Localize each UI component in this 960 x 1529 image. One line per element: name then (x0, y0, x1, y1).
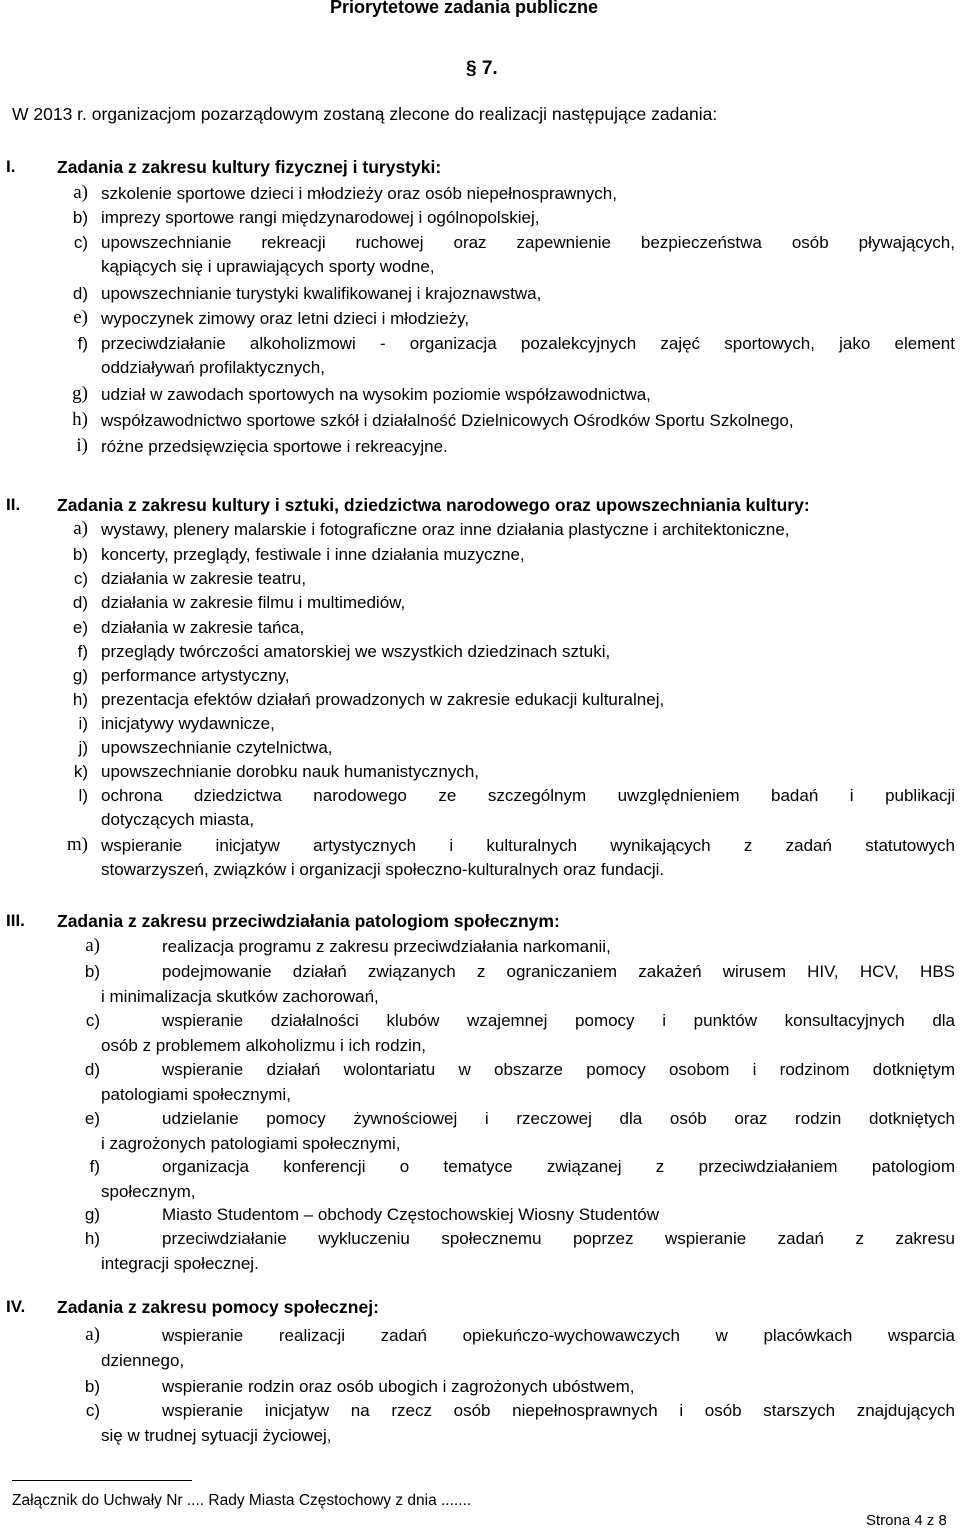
list-item-text: kąpiących się i uprawiających sporty wodne, (101, 257, 435, 277)
list-item-text: wypoczynek zimowy oraz letni dzieci i młodzieży, (101, 309, 470, 328)
list-item-text: współzawodnictwo sportowe szkół i działalność Dzielnicowych Ośrodków Sportu Szkolnego, (101, 411, 794, 430)
list-item-text: przeciwdziałanie alkoholizmowi - organizacja pozalekcyjnych zajęć sportowych, jako element (101, 334, 955, 353)
list-item-label: d) (72, 284, 88, 303)
list-item-text: udział w zawodach sportowych na wysokim poziomie współzawodnictwa, (101, 385, 651, 404)
list-item-text: społecznym, (101, 1181, 196, 1201)
section-paragraph-mark: § 7. (466, 58, 498, 79)
list-item-text: i minimalizacja skutków zachorowań, (101, 986, 379, 1006)
list-item-text: upowszechnianie rekreacji ruchowej oraz zapewnienie bezpieczeństwa osób pływających, (101, 233, 955, 252)
list-item-text: upowszechnianie turystyki kwalifikowanej i krajoznawstwa, (101, 284, 542, 303)
list-item-label: m) (66, 834, 88, 855)
footer-page-number: Strona 4 z 8 (866, 1512, 947, 1529)
list-item-label: f) (77, 334, 88, 353)
list-item-label: b) (84, 1377, 100, 1396)
list-item-label: c) (73, 233, 88, 252)
list-item-label: i) (76, 435, 88, 456)
list-item-text: działania w zakresie tańca, (101, 618, 305, 637)
list-item-text: się w trudnej sytuacji życiowej, (101, 1425, 332, 1445)
intro-text: W 2013 r. organizacjom pozarządowym zostaną zlecone do realizacji następujące zadania: (12, 104, 718, 124)
list-item-text: podejmowanie działań związanych z ograniczaniem zakażeń wirusem HIV, HCV, HBS (162, 962, 955, 981)
list-item-text: różne przedsięwzięcia sportowe i rekreacyjne. (101, 437, 448, 456)
list-item-label: k) (73, 762, 88, 781)
list-item-text: integracji społecznej. (101, 1253, 259, 1273)
footer-rule (12, 1480, 192, 1481)
section-title: Zadania z zakresu kultury fizycznej i turystyki: (57, 157, 442, 177)
list-item-text: organizacja konferencji o tematyce związanej z przeciwdziałaniem patologiom (162, 1157, 955, 1176)
list-item-text: prezentacja efektów działań prowadzonych w zakresie edukacji kulturalnej, (101, 690, 665, 709)
list-item-label: l) (78, 786, 88, 805)
section-number: II. (6, 495, 21, 514)
list-item-label: d) (84, 1060, 100, 1079)
list-item-label: f) (77, 642, 88, 661)
list-item-text: koncerty, przeglądy, festiwale i inne działania muzyczne, (101, 545, 525, 564)
list-item-text: przeciwdziałanie wykluczeniu społecznemu poprzez wspieranie zadań z zakresu (162, 1229, 955, 1248)
list-item-text: osób z problemem alkoholizmu i ich rodzin, (101, 1035, 427, 1055)
list-item-label: j) (78, 738, 88, 757)
list-item-text: imprezy sportowe rangi międzynarodowej i ogólnopolskiej, (101, 208, 540, 227)
list-item-text: ochrona dziedzictwa narodowego ze szczególnym uwzględnieniem badań i publikacji (101, 786, 955, 805)
list-item-label: c) (73, 569, 88, 588)
list-item-label: e) (73, 307, 88, 328)
list-item-label: g) (72, 383, 88, 404)
list-item-text: wspieranie rodzin oraz osób ubogich i zagrożonych ubóstwem, (162, 1377, 635, 1396)
list-item-text: przeglądy twórczości amatorskiej we wszystkich dziedzinach sztuki, (101, 642, 611, 661)
list-item-label: g) (84, 1205, 100, 1224)
section-number: III. (6, 911, 25, 930)
list-item-label: e) (72, 618, 88, 637)
list-item-label: b) (84, 962, 100, 981)
list-item-text: szkolenie sportowe dzieci i młodzieży oraz osób niepełnosprawnych, (101, 184, 617, 203)
list-item-text: upowszechnianie czytelnictwa, (101, 738, 333, 757)
list-item-label: b) (72, 208, 88, 227)
section-number: IV. (6, 1297, 26, 1316)
list-item-text: wspieranie inicjatyw artystycznych i kulturalnych wynikających z zadań statutowych (101, 836, 955, 855)
page-header-title: Priorytetowe zadania publiczne (330, 0, 599, 17)
list-item-label: g) (72, 666, 88, 685)
list-item-label: c) (85, 1011, 100, 1030)
list-item-text: wystawy, plenery malarskie i fotograficzne oraz inne działania plastyczne i architektoniczne, (101, 520, 790, 539)
section-title: Zadania z zakresu przeciwdziałania patologiom społecznym: (57, 911, 560, 931)
list-item-text: wspieranie działalności klubów wzajemnej pomocy i punktów konsultacyjnych dla (162, 1011, 955, 1030)
list-item-label: d) (72, 593, 88, 612)
list-item-text: dotyczących miasta, (101, 810, 255, 830)
list-item-label: h) (72, 690, 88, 709)
list-item-text: działania w zakresie filmu i multimediów, (101, 593, 406, 612)
list-item-text: inicjatywy wydawnicze, (101, 714, 275, 733)
list-item-text: dziennego, (101, 1350, 185, 1370)
list-item-text: wspieranie działań wolontariatu w obszarze pomocy osobom i rodzinom dotkniętym (162, 1060, 955, 1079)
section-title: Zadania z zakresu kultury i sztuki, dziedzictwa narodowego oraz upowszechniania kultury: (57, 495, 810, 515)
list-item-label: f) (89, 1157, 100, 1176)
list-item-label: a) (85, 1324, 100, 1345)
list-item-label: h) (84, 1229, 100, 1248)
list-item-text: realizacja programu z zakresu przeciwdziałania narkomanii, (162, 937, 611, 956)
footer-attachment-note: Załącznik do Uchwały Nr .... Rady Miasta Częstochowy z dnia ....... (12, 1492, 472, 1509)
list-item-label: a) (73, 182, 88, 203)
section-title: Zadania z zakresu pomocy społecznej: (57, 1297, 379, 1317)
list-item-text: i zagrożonych patologiami społecznymi, (101, 1133, 401, 1153)
list-item-label: h) (72, 409, 88, 430)
list-item-text: działania w zakresie teatru, (101, 569, 307, 588)
list-item-label: i) (78, 714, 88, 733)
list-item-text: udzielanie pomocy żywnościowej i rzeczowej dla osób oraz rodzin dotkniętych (162, 1109, 955, 1128)
list-item-text: Miasto Studentom – obchody Częstochowskiej Wiosny Studentów (162, 1205, 660, 1224)
list-item-text: patologiami społecznymi, (101, 1084, 291, 1104)
list-item-text: wspieranie realizacji zadań opiekuńczo-wychowawczych w placówkach wsparcia (162, 1326, 955, 1345)
list-item-text: upowszechnianie dorobku nauk humanistycznych, (101, 762, 480, 781)
list-item-text: stowarzyszeń, związków i organizacji społeczno-kulturalnych oraz fundacji. (101, 860, 665, 880)
list-item-label: c) (85, 1401, 100, 1420)
list-item-label: e) (84, 1109, 100, 1128)
list-item-label: b) (72, 545, 88, 564)
list-item-text: wspieranie inicjatyw na rzecz osób niepełnosprawnych i osób starszych znajdujących (162, 1401, 955, 1420)
list-item-text: oddziaływań profilaktycznych, (101, 358, 325, 378)
list-item-label: a) (73, 518, 88, 539)
list-item-text: performance artystyczny, (101, 666, 290, 685)
list-item-label: a) (85, 935, 100, 956)
section-number: I. (6, 157, 16, 176)
